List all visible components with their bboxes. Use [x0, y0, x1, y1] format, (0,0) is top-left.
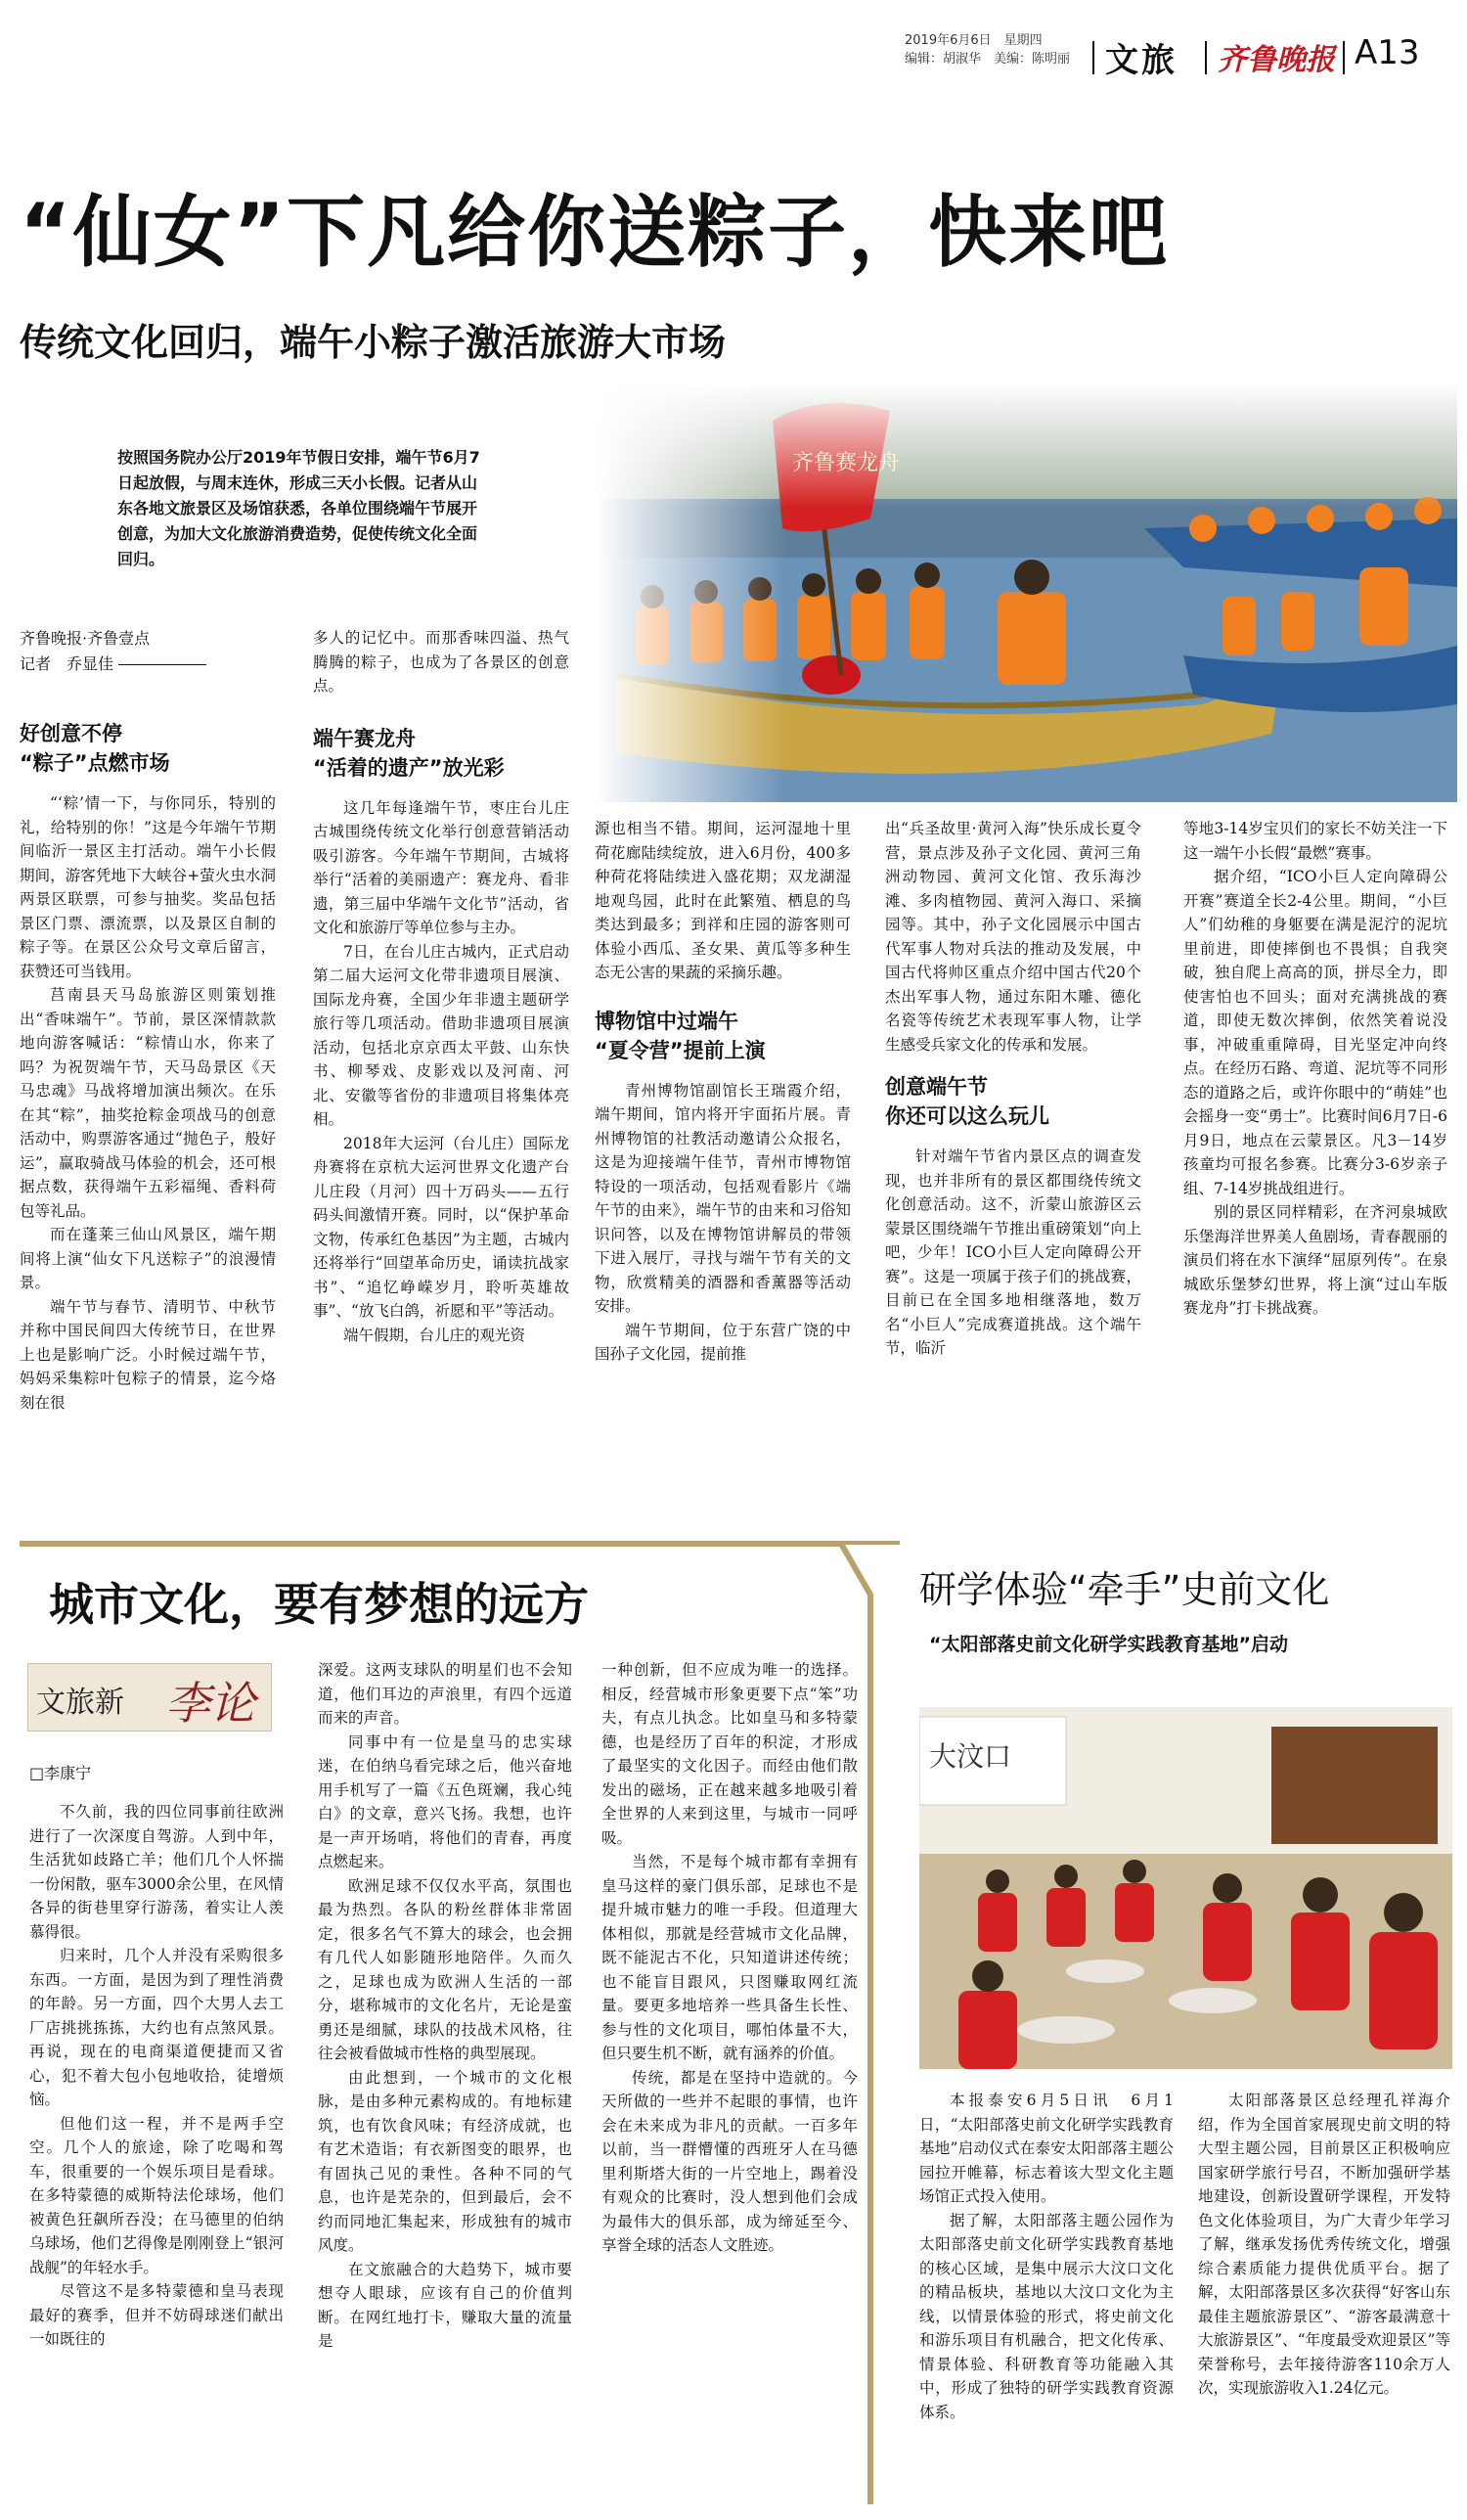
paragraph: 传统，都是在坚持中造就的。今天所做的一些并不起眼的事情，也许会在未来成为非凡的贡献。一百多年以前，当一群懵懂的西班牙人在马德里利斯塔大街的一片空地上，踢着没有观众的比赛时，没人想到他们会成为最伟大的俱乐部，成为缔延至今、享誉全球的活态人文胜迹。: [601, 2068, 858, 2254]
issue-date: 2019年6月6日 星期四: [905, 33, 1043, 48]
masthead-divider: [1205, 41, 1207, 74]
paragraph: 尽管这不是多特蒙德和皇马表现最好的赛季，但并不妨碍球迷们献出一如既往的: [29, 2282, 284, 2348]
dragon-boat-photo: [597, 382, 1457, 802]
issue-meta: [905, 31, 1070, 68]
byline: [20, 626, 274, 677]
paragraph: 出“兵圣故里·黄河入海”快乐成长夏令营，景点涉及孙子文化园、黄河三角洲动物园、黄河文化馆、孜乐海沙滩、多肉植物园、黄河入海口、采摘园等。其中，孙子文化园展示中国古代军事人物对兵法的推动及发展，中国古代将帅区重点介绍中国古代20个杰出军事人物，通过东阳木雕、德化名瓷等传统艺术表现军事人物，让学生感受兵家文化的传承和发展。: [885, 820, 1141, 1054]
masthead: [905, 31, 1452, 82]
paragraph: 据介绍，“ICO小巨人定向障碍公开赛”赛道全长2-4公里。期间，“小巨人”们幼稚的身躯要在满是泥泞的泥坑里前进，即使摔倒也不畏惧；自我突破，独自爬上高高的顶，拼尽全力，即使害怕也不回头；面对充满挑战的赛道，即使无数次摔倒，依然笑着说没事，冲破重重障碍，目光坚定冲向终点。在经历石路、弯道、泥坑等不同形态的道路之后，或许你眼中的“萌娃”也会摇身一变“勇士”。比赛时间6月7日-6月9日，地点在云蒙景区。凡3－14岁孩童均可报名参赛。比赛分3-6岁亲子组、7-14岁挑战组进行。: [1183, 868, 1447, 1197]
paragraph: 深爱。这两支球队的明星们也不会知道，他们耳边的声浪里，有四个远道而来的声音。: [318, 1661, 572, 1727]
section-heading: 端午赛龙舟: [313, 726, 416, 750]
column-logo-accent: 李论: [165, 1677, 255, 1730]
paragraph: 本报泰安6月5日讯 6月1日，“太阳部落史前文化研学实践教育基地”启动仪式在泰安太阳部落主题公园拉开帷幕，标志着该大型文化主题场馆正式投入使用。: [919, 2092, 1174, 2205]
research-base-photo: [919, 1707, 1452, 2069]
section-heading: 博物馆中过端午: [595, 1009, 738, 1033]
section-heading: 创意端午节: [885, 1075, 988, 1099]
masthead-divider: [1092, 41, 1094, 74]
section-heading: 你还可以这么玩儿: [885, 1104, 1049, 1128]
research-article-column-1: [919, 2089, 1174, 2504]
lead-paragraph: 按照国务院办公厅2019年节假日安排，端午节6月7日起放假，与周末连休，形成三天小长假。记者从山东各地文旅景区及场馆获悉，各单位围绕端午节展开创意，为加大文化旅游消费造势，促使传统文化全面回归。: [117, 448, 480, 568]
paragraph: 2018年大运河（台儿庄）国际龙舟赛将在京杭大运河世界文化遗产台儿庄段（月河）四十万码头——五行码头间激情开赛。同时，以“保护革命文物，传承红色基因”为主题，古城内还将举行“回望革命历史，诵读抗战家书”、“追忆峥嵘岁月，聆听英雄故事”、“放飞白鸽，祈愿和平”等活动。: [313, 1134, 569, 1320]
byline-rule: [118, 664, 206, 665]
paragraph: 在文旅融合的大趋势下，城市要想夺人眼球，应该有自己的价值判断。在网红地打卡，赚取大量的流量是: [318, 2260, 572, 2350]
commentary-column-2: [318, 1658, 572, 2504]
paragraph: 青州博物馆副馆长王瑞霞介绍，端午期间，馆内将开宇面拓片展。青州博物馆的社教活动邀请公众报名，这是为迎接端午佳节，青州市博物馆特设的一项活动，包括观看影片《端午节的由来》，端午节的由来和习俗知识问答，以及在博物馆讲解员的带领下进入展厅，寻找与端午节有关的文物，欣赏精美的酒器和香薰器等活动安排。: [595, 1081, 851, 1315]
paragraph: 但他们这一程，并不是两手空空。几个人的旅途，除了吃喝和驾车，很重要的一个娱乐项目是看球。在多特蒙德的威斯特法伦球场，他们被黄色狂飙所吞没；在马德里的伯纳乌球场，他们艺得像是刚刚登上“银河战舰”的年轻水手。: [29, 2114, 284, 2276]
newspaper-brand: 齐鲁晚报: [1218, 43, 1335, 77]
paragraph: 欧洲足球不仅仅水平高，氛围也最为热烈。各队的粉丝群体非常固定，很多名气不算大的球会，也会拥有几代人如影随形地陪伴。久而久之，足球也成为欧洲人生活的一部分，堪称城市的文化名片，无论是蛮勇还是细腻，球队的技战术风格，往往会被看做城市性格的典型展现。: [318, 1876, 572, 2062]
article-column-3: [595, 817, 851, 1526]
research-article-title: 研学体验“牵手”史前文化: [919, 1568, 1330, 1611]
paragraph: “‘粽’情一下，与你同乐，特别的礼，给特别的你！”这是今年端午节期间临沂一景区主打活动。端午小长假期间，游客凭地下大峡谷+萤火虫水洞两景区联票，可参与抽奖。奖品包括景区门票、漂流票，以及景区自制的粽子等。在景区公众号文章后留言，获赞还可当钱用。: [20, 794, 276, 980]
paragraph: 针对端午节省内景区点的调查发现，也并非所有的景区都围绕传统文化创意活动。这不，沂蒙山旅游区云蒙景区围绕端午节推出重磅策划“向上吧，少年！ICO小巨人定向障碍公开赛”。这是一项属于孩子们的挑战赛，目前已在全国多地相继落地，数万名“小巨人”完成赛道挑战。这个端午节，临沂: [885, 1148, 1141, 1357]
page-headline: “仙女”下凡给你送粽子，快来吧: [20, 187, 1170, 278]
commentary-author: □李康宁: [29, 1764, 92, 1782]
paragraph: 同事中有一位是皇马的忠实球迷，在伯纳乌看完球之后，他兴奋地用手机写了一篇《五色斑斓，我心纯白》的文章，意兴飞扬。我想，也许是一声开场哨，将他们的青春，再度点燃起来。: [318, 1732, 572, 1870]
section-heading: “粽子”点燃市场: [20, 751, 170, 775]
paragraph: 多人的记忆中。而那香味四溢、热气腾腾的粽子，也成为了各景区的创意点。: [313, 629, 569, 695]
dragon-boat-illustration: [597, 382, 1457, 802]
paragraph: 等地3-14岁宝贝们的家长不妨关注一下这一端午小长假“最燃”赛事。: [1183, 820, 1447, 862]
paragraph: 源也相当不错。期间，运河湿地十里荷花廊陆续绽放，进入6月份，400多种荷花将陆续进入盛花期；双龙湖湿地观鸟园，此时在此繁殖、栖息的鸟类达到最多；到祥和庄园的游客则可体验小西瓜、圣女果、黄瓜等多种生态无公害的果蔬的采摘乐趣。: [595, 820, 851, 981]
byline-source: 齐鲁晚报·齐鲁壹点: [20, 629, 151, 648]
paragraph: 这几年每逢端午节，枣庄台儿庄古城围绕传统文化举行创意营销活动吸引游客。今年端午节期间，古城将举行“活着的美丽遗产：赛龙舟、看非遗，第三届中华端午文化节”活动，省文化和旅游厅等单位参与主办。: [313, 798, 569, 936]
paragraph: 归来时，几个人并没有采购很多东西。一方面，是因为到了理性消费的年龄。另一方面，四个大男人去工厂店挑挑拣拣，大约也有点煞风景。再说，现在的电商渠道便捷而又省心，犯不着大包小包地收拾，徒增烦恼。: [29, 1947, 284, 2108]
paragraph: 而在蓬莱三仙山风景区，端午期间将上演“仙女下凡送粽子”的浪漫情景。: [20, 1226, 276, 1291]
photo-sign-text: 大汶口: [929, 1740, 1012, 1773]
section-heading: “活着的遗产”放光彩: [313, 755, 505, 780]
paragraph: 端午节与春节、清明节、中秋节并称中国民间四大传统节日，在世界上也是影响广泛。小时候过端午节，妈妈采集粽叶包粽子的情景，迄今烙刻在很: [20, 1297, 276, 1412]
byline-reporter-row: [20, 652, 274, 677]
masthead-divider: [1343, 41, 1345, 74]
article-column-5: [1183, 817, 1447, 1526]
paragraph: 别的景区同样精彩，在齐河泉城欧乐堡海洋世界美人鱼剧场，青春靓丽的演员们将在水下演绎“屈原列传”。在泉城欧乐堡梦幻世界，将上演“过山车版赛龙舟”打卡挑战赛。: [1183, 1203, 1447, 1317]
paragraph: 由此想到，一个城市的文化根脉，是由多种元素构成的。有地标建筑，也有饮食风味；有经济成就，也有艺术造诣；有衣新图变的眼界，也有固执己见的秉性。各种不同的气息，也许是芜杂的，但到最后，会不约而同地汇集起来，形成独有的城市风度。: [318, 2068, 572, 2254]
paragraph: 7日，在台儿庄古城内，正式启动第二届大运河文化带非遗项目展演、国际龙舟赛，全国少年非遗主题研学旅行等几项活动。借助非遗项目展演活动，包括北京京西太平鼓、山东快书、柳琴戏、皮影戏以及河南、河北、安徽等省份的非遗项目将集体亮相。: [313, 942, 569, 1128]
research-article-column-2: [1198, 2089, 1450, 2504]
page-subheadline: 传统文化回归，端午小粽子激活旅游大市场: [20, 321, 727, 364]
section-heading: “夏令营”提前上演: [595, 1038, 766, 1062]
paragraph: 一种创新，但不应成为唯一的选择。相反，经营城市形象更要下点“笨”功夫，有点儿执念。比如皇马和多特蒙德，也是经历了百年的积淀，才形成了最坚实的文化因子。而经由他们散发出的磁场，正在越来越多地吸引着全世界的人来到这里，与城市一同呼吸。: [601, 1661, 858, 1847]
commentary-column-1: [29, 1800, 284, 2504]
article-column-2: [313, 626, 569, 1526]
commentary-column-3: [601, 1658, 858, 2504]
research-article-subtitle: “太阳部落史前文化研学实践教育基地”启动: [929, 1634, 1288, 1655]
section-name: 文旅: [1105, 41, 1178, 80]
paragraph: 端午节期间，位于东营广饶的中国孙子文化园，提前推: [595, 1321, 851, 1363]
paragraph: 当然，不是每个城市都有幸拥有皇马这样的豪门俱乐部，足球也不是提升城市魅力的唯一手段。但道理大体相似，那就是经营城市文化品牌，既不能泥古不化，只知道讲述传统；也不能盲目跟风，只图赚取网红流量。要更多地培养一些具备生长性、参与性的文化项目，哪怕体量不大，但只要生机不断，就有涵养的价值。: [601, 1853, 858, 2062]
article-column-1: [20, 719, 276, 1526]
byline-reporter: 记者 乔显佳: [20, 654, 114, 673]
column-logo-text: 文旅新: [36, 1686, 124, 1720]
editors-line: 编辑：胡淑华 美编：陈明丽: [905, 52, 1071, 67]
commentary-title: 城市文化，要有梦想的远方: [49, 1578, 589, 1631]
article-column-4: [885, 817, 1141, 1526]
paragraph: 太阳部落景区总经理孔祥海介绍，作为全国首家展现史前文明的特大型主题公园，目前景区正积极响应国家研学旅行号召，不断加强研学基地建设，创新设置研学课程，开发特色文化体验项目，为广大青少年学习了解，继承发扬优秀传统文化，增强综合素质能力提供优质平台。据了解，太阳部落景区多次获得“好客山东最佳主题旅游景区”、“游客最满意十大旅游景区”、“年度最受欢迎景区”等荣誉称号，去年接待游客110余万人次，实现旅游收入1.24亿元。: [1198, 2092, 1450, 2397]
paragraph: 不久前，我的四位同事前往欧洲进行了一次深度自驾游。人到中年，生活犹如歧路亡羊；他们几个人怀揣一份闲散，驱车3000余公里，在风情各异的街巷里穿行游荡，着实让人羡慕得很。: [29, 1803, 284, 1941]
paragraph: 莒南县天马岛旅游区则策划推出“香味端午”。节前，景区深情款款地向游客喊话：“粽情山水，你来了吗？为祝贺端午节，天马岛景区《天马忠魂》马战将增加演出频次。在乐在其“粽”，抽奖抢粽金项战马的创意活动中，购票游客通过“抛色子，般好运”，赢取骑战马体验的机会，还可根据点数，获得端午五彩福绳、香料荷包等礼品。: [20, 986, 276, 1220]
column-logo: [27, 1663, 272, 1732]
paragraph: 据了解，太阳部落主题公园作为太阳部落史前文化研学实践教育基地的核心区域，是集中展示大汶口文化的精品板块，基地以大汶口文化为主线，以情景体验的形式，将史前文化和游乐项目有机融合，把文化传承、情景体验、科研教育等功能融入其中，形成了独特的研学实践教育资源体系。: [919, 2211, 1174, 2421]
research-base-illustration: [919, 1707, 1452, 2069]
paragraph: 端午假期，台儿庄的观光资: [343, 1326, 526, 1344]
page-number: A13: [1355, 33, 1420, 72]
section-heading: 好创意不停: [20, 722, 122, 745]
